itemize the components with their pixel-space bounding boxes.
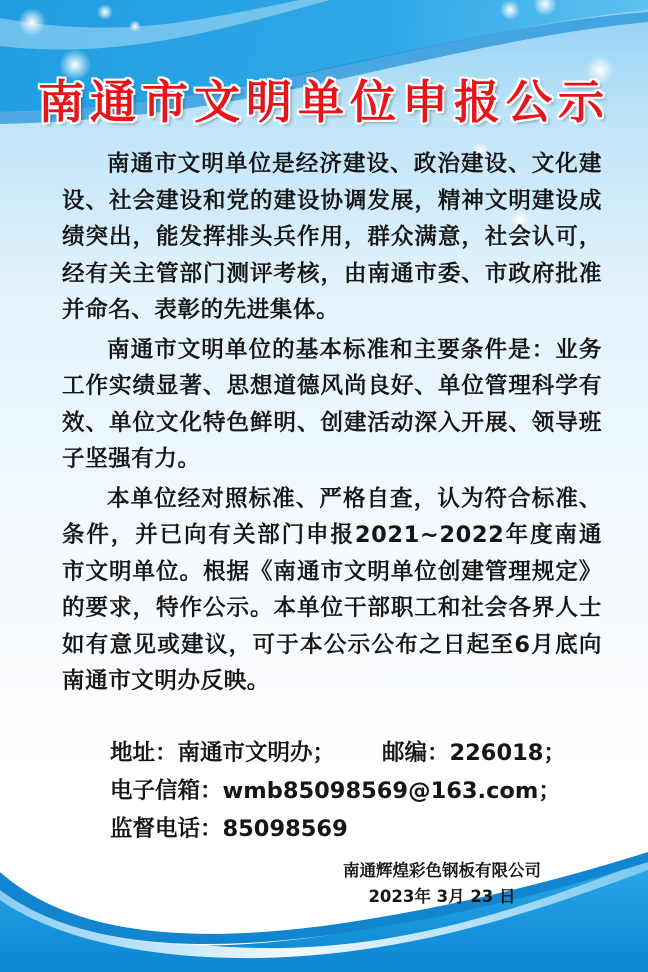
issue-date: 2023年 3月 23 日 xyxy=(368,887,516,906)
paragraph-criteria: 南通市文明单位的基本标准和主要条件是：业务工作实绩显著、思想道德风尚良好、单位管理科学有效、单位文化特色鲜明、创建活动深入开展、领导班子坚强有力。 xyxy=(62,336,602,472)
email-line: 电子信箱：wmb85098569@163.com； xyxy=(110,778,561,804)
company-name: 南通辉煌彩色钢板有限公司 xyxy=(343,861,541,880)
page-title: 南通市文明单位申报公示 xyxy=(38,75,610,129)
paragraph-announcement: 本单位经对照标准、严格自查，认为符合标准、条件，并已向有关部门申报2021~2022年度南通市文明单位。根据《南通市文明单位创建管理规定》的要求，特作公示。本单位干部职工和社会各界人士如有意见或建议，可于本公示公布之日起至6月底向南通市文明办反映。 xyxy=(62,485,602,694)
address-line: 地址：南通市文明办； 邮编：226018； xyxy=(110,740,566,766)
phone-line: 监督电话：85098569 xyxy=(110,816,348,842)
paragraph-definition: 南通市文明单位是经济建设、政治建设、文化建设、社会建设和党的建设协调发展，精神文明建设成绩突出，能发挥排头兵作用，群众满意，社会认可，经有关主管部门测评考核，由南通市委、市政府批准并命名、表彰的先进集体。 xyxy=(62,151,602,323)
signature-block xyxy=(300,858,584,910)
notice-body xyxy=(62,146,602,703)
contact-info xyxy=(110,734,566,848)
